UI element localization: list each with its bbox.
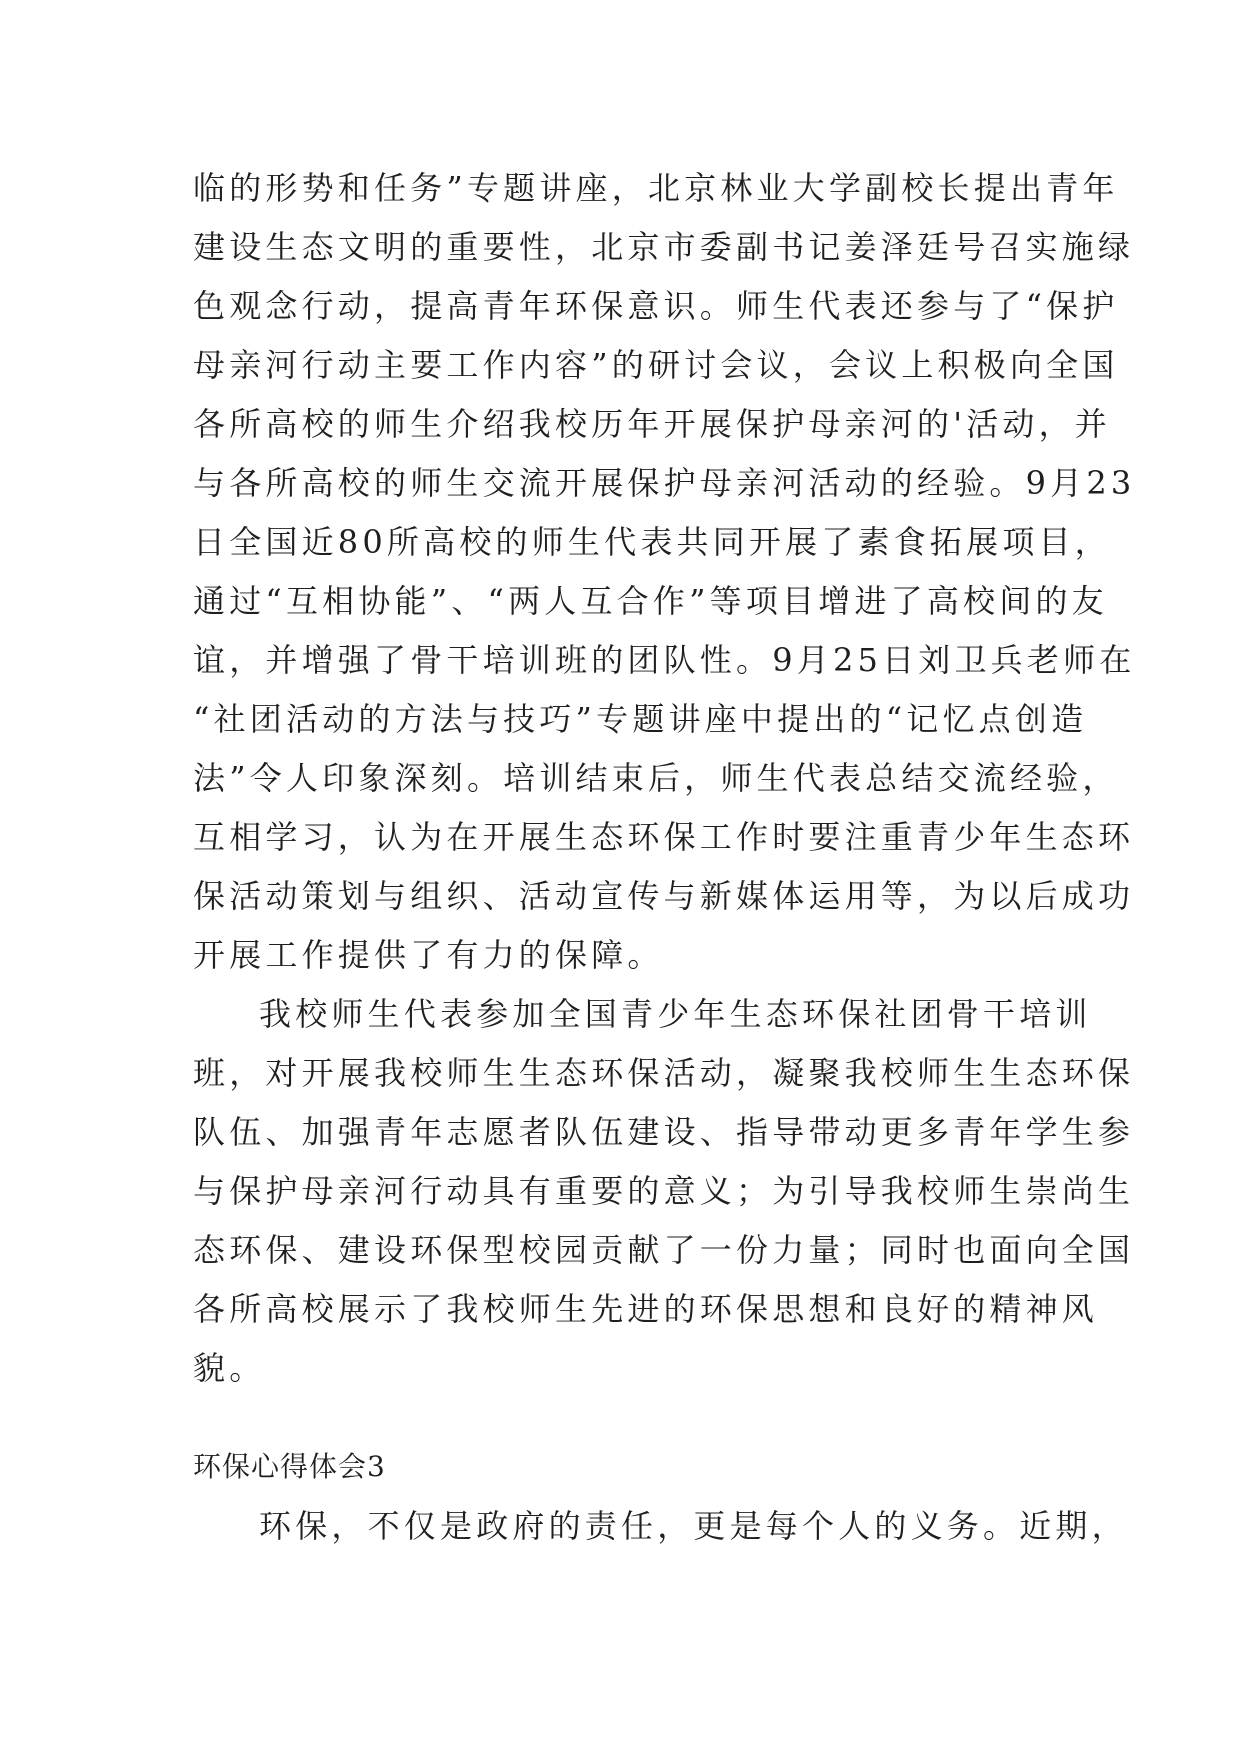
- paragraph-line: 班，对开展我校师生生态环保活动，凝聚我校师生生态环保: [193, 1054, 1135, 1092]
- paragraph-line: 色观念行动，提高青年环保意识。师生代表还参与了“保护: [193, 287, 1119, 325]
- paragraph-line: 开展工作提供了有力的保障。: [193, 936, 664, 974]
- paragraph-line: 各所高校的师生介绍我校历年开展保护母亲河的'活动，并: [193, 405, 1111, 443]
- paragraph-line: 日全国近80所高校的师生代表共同开展了素食拓展项目，: [193, 523, 1111, 561]
- section-heading: 环保心得体会3: [193, 1450, 386, 1483]
- paragraph-line: 环保，不仅是政府的责任，更是每个人的义务。近期，: [259, 1507, 1128, 1545]
- paragraph-line: 互相学习，认为在开展生态环保工作时要注重青少年生态环: [193, 818, 1135, 856]
- paragraph-line: 谊，并增强了骨干培训班的团队性。9月25日刘卫兵老师在: [193, 641, 1136, 679]
- paragraph-line: 与各所高校的师生交流开展保护母亲河活动的经验。9月23: [193, 464, 1136, 502]
- paragraph-line: 建设生态文明的重要性，北京市委副书记姜泽廷号召实施绿: [193, 228, 1135, 266]
- paragraph-line: 临的形势和任务”专题讲座，北京林业大学副校长提出青年: [193, 169, 1119, 207]
- paragraph-line: 我校师生代表参加全国青少年生态环保社团骨干培训: [259, 995, 1092, 1033]
- paragraph-line: 队伍、加强青年志愿者队伍建设、指导带动更多青年学生参: [193, 1113, 1135, 1151]
- paragraph-line: 各所高校展示了我校师生先进的环保思想和良好的精神风: [193, 1290, 1099, 1328]
- paragraph-line: “社团活动的方法与技巧”专题讲座中提出的“记忆点创造: [193, 700, 1088, 738]
- paragraph-line: 通过“互相协能”、“两人互合作”等项目增进了高校间的友: [193, 582, 1108, 620]
- paragraph-line: 态环保、建设环保型校园贡献了一份力量；同时也面向全国: [193, 1231, 1135, 1269]
- paragraph-line: 与保护母亲河行动具有重要的意义；为引导我校师生崇尚生: [193, 1172, 1135, 1210]
- paragraph-line: 母亲河行动主要工作内容”的研讨会议，会议上积极向全国: [193, 346, 1119, 384]
- paragraph-line: 保活动策划与组织、活动宣传与新媒体运用等，为以后成功: [193, 877, 1135, 915]
- paragraph-line: 法”令人印象深刻。培训结束后，师生代表总结交流经验，: [193, 759, 1119, 797]
- paragraph-line: 貌。: [193, 1349, 266, 1387]
